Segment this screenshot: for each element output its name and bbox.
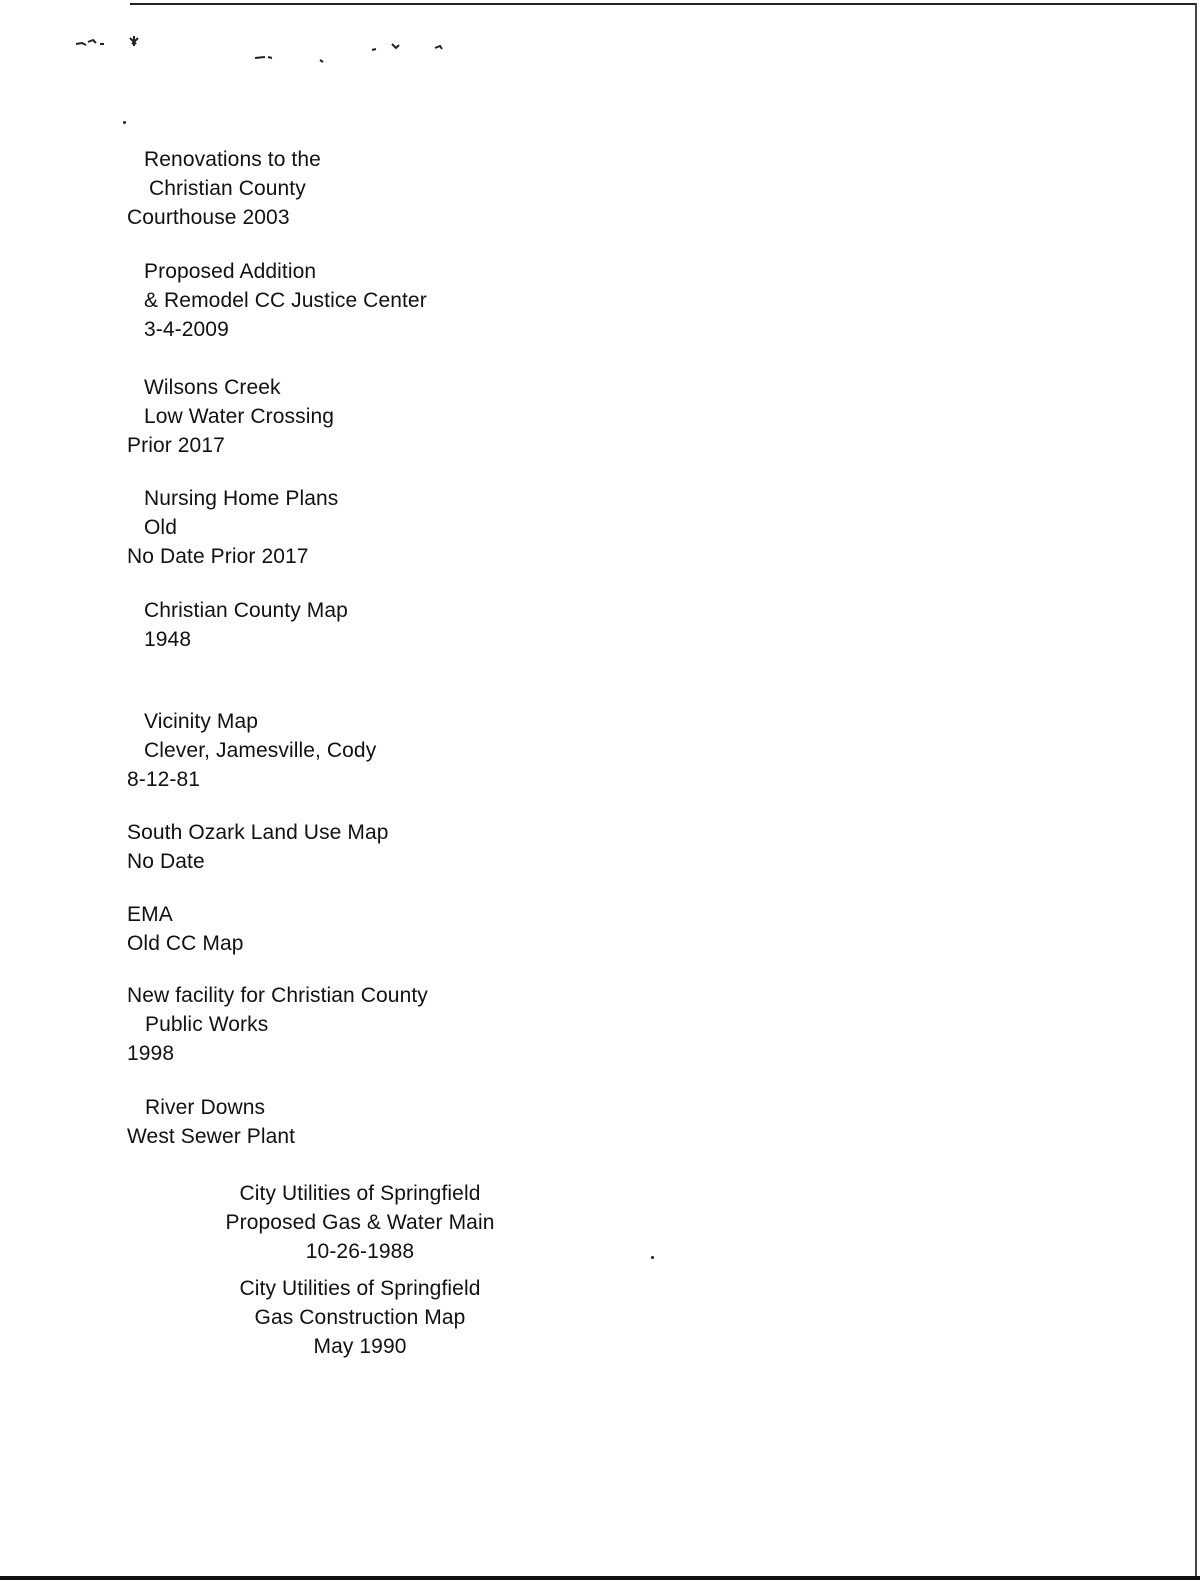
entry-9-line-1: New facility for Christian County — [127, 984, 428, 1007]
entry-9-line-2: Public Works — [145, 1013, 269, 1036]
entry-11-line-2: Proposed Gas & Water Main — [225, 1211, 495, 1234]
entry-3-line-3: Prior 2017 — [127, 434, 225, 457]
entry-5-line-1: Christian County Map — [144, 599, 348, 622]
entry-3-line-1: Wilsons Creek — [144, 376, 281, 399]
entry-4-line-1: Nursing Home Plans — [144, 487, 339, 510]
entry-6-line-1: Vicinity Map — [144, 710, 259, 733]
entry-7-line-2: No Date — [127, 850, 205, 873]
entry-2-line-2: & Remodel CC Justice Center — [144, 289, 427, 312]
entry-4-line-3: No Date Prior 2017 — [127, 545, 309, 568]
scan-speck — [123, 121, 126, 124]
top-border-line — [130, 3, 1195, 5]
entry-12-line-3: May 1990 — [313, 1335, 407, 1358]
entry-1-line-1: Renovations to the — [144, 148, 321, 171]
right-border-line — [1195, 3, 1197, 1578]
entry-9-line-3: 1998 — [127, 1042, 175, 1065]
bottom-border-line — [0, 1576, 1200, 1580]
entry-8-line-2: Old CC Map — [127, 932, 244, 955]
entry-4-line-2: Old — [144, 516, 177, 539]
scan-noise-marks — [70, 34, 470, 74]
entry-2-line-3: 3-4-2009 — [144, 318, 229, 341]
entry-6-line-3: 8-12-81 — [127, 768, 201, 791]
entry-7-line-1: South Ozark Land Use Map — [127, 821, 389, 844]
entry-10-line-1: River Downs — [145, 1096, 266, 1119]
entry-12-line-2: Gas Construction Map — [254, 1306, 466, 1329]
entry-2-line-1: Proposed Addition — [144, 260, 317, 283]
entry-5-line-2: 1948 — [144, 628, 192, 651]
entry-6-line-2: Clever, Jamesville, Cody — [144, 739, 377, 762]
entry-1-line-3: Courthouse 2003 — [127, 206, 290, 229]
entry-3-line-2: Low Water Crossing — [144, 405, 335, 428]
entry-10-line-2: West Sewer Plant — [127, 1125, 296, 1148]
entry-12-line-1: City Utilities of Springfield — [239, 1277, 481, 1300]
scan-speck — [651, 1256, 654, 1259]
entry-11-line-3: 10-26-1988 — [305, 1240, 415, 1263]
entry-1-line-2: Christian County — [149, 177, 306, 200]
entry-11-line-1: City Utilities of Springfield — [239, 1182, 481, 1205]
entry-8-line-1: EMA — [127, 903, 173, 926]
